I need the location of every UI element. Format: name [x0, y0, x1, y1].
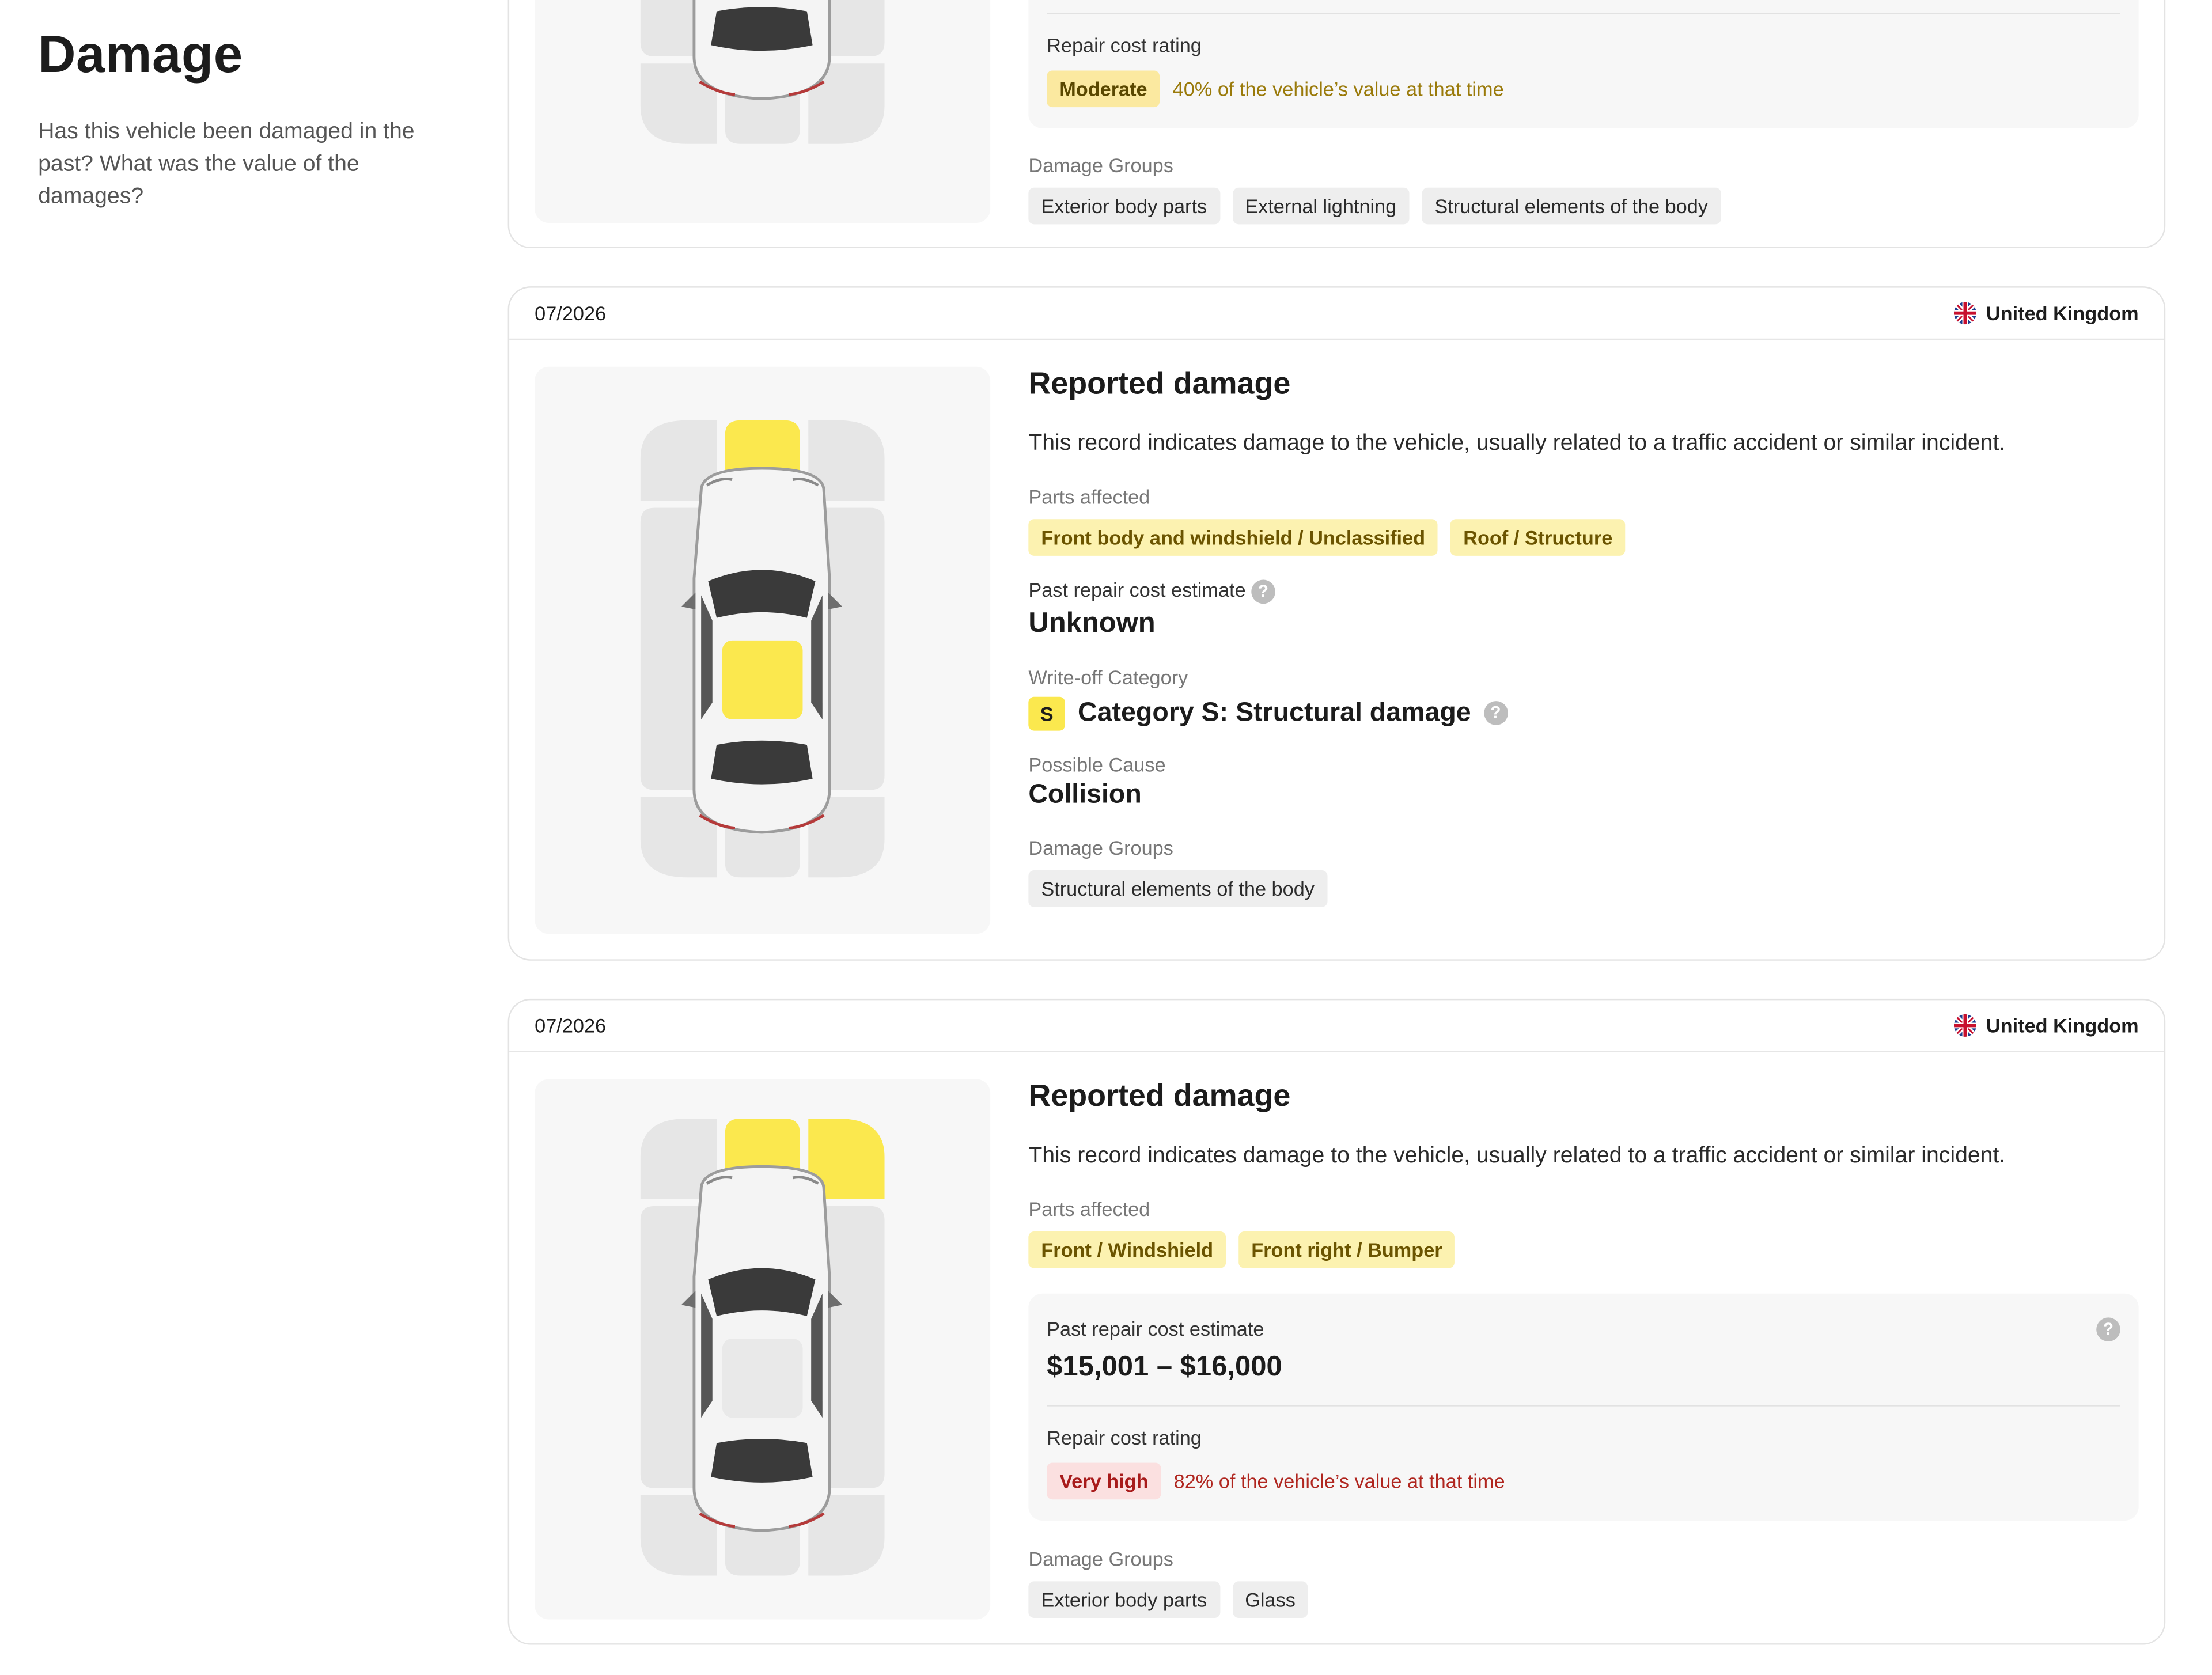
section-question: Has this vehicle been damaged in the past? What was the value of the damages?	[38, 120, 415, 209]
car-panel-roof-damaged	[722, 641, 803, 719]
repair-rating-text: 82% of the vehicle’s value at that time	[1173, 1469, 1505, 1493]
car-diagram	[535, 367, 990, 934]
damage-group-chip: Glass	[1232, 1581, 1308, 1618]
parts-affected-label: Parts affected	[1028, 1197, 1150, 1221]
country-name: United Kingdom	[1986, 302, 2139, 325]
car-top-view-icon	[535, 367, 990, 934]
repair-estimate-label-text: Past repair cost estimate	[1028, 578, 1246, 601]
damage-groups-list	[1028, 870, 2138, 907]
record-description: This record indicates damage to the vehicle, usually related to a traffic accident or similar incident.	[1028, 1144, 2006, 1168]
section-intro	[38, 25, 461, 213]
damage-group-chip: Exterior body parts	[1028, 1581, 1219, 1618]
car-roof	[722, 1339, 803, 1418]
record-description: This record indicates damage to the vehicle, usually related to a traffic accident or similar incident.	[1028, 431, 2006, 456]
writeoff-category-value: Category S: Structural damage	[1078, 698, 1471, 728]
part-chip: Front / Windshield	[1028, 1231, 1226, 1268]
repair-estimate-value: Unknown	[1028, 608, 1156, 639]
repair-rating-label: Repair cost rating	[1047, 1426, 1202, 1449]
parts-affected-label: Parts affected	[1028, 485, 1150, 508]
repair-rating-text: 40% of the vehicle’s value at that time	[1172, 77, 1504, 100]
record-country	[1954, 302, 2139, 324]
repair-rating-label: Repair cost rating	[1047, 33, 1202, 56]
card-header	[509, 288, 2164, 340]
question-mark-icon[interactable]: ?	[1484, 702, 1508, 726]
damage-record-card	[508, 999, 2166, 1645]
repair-estimate-label	[1028, 578, 2138, 604]
damage-group-chip: Structural elements of the body	[1028, 870, 1327, 907]
parts-affected-list	[1028, 1231, 2138, 1268]
part-chip: Front right / Bumper	[1238, 1231, 1455, 1268]
repair-estimate-value: $15,001 – $16,000	[1047, 1351, 1282, 1383]
question-mark-icon[interactable]: ?	[2096, 1317, 2120, 1341]
card-header	[509, 1000, 2164, 1052]
record-title: Reported damage	[1028, 1078, 1291, 1113]
question-mark-icon[interactable]: ?	[1251, 579, 1275, 604]
writeoff-label: Write-off Category	[1028, 665, 1188, 688]
record-title: Reported damage	[1028, 365, 1291, 401]
repair-cost-box	[1028, 0, 2138, 128]
damage-record-card	[508, 0, 2166, 248]
damage-group-chip: Structural elements of the body	[1422, 188, 1721, 225]
uk-flag-icon	[1954, 302, 1976, 324]
parts-affected-list	[1028, 519, 2138, 556]
car-diagram	[535, 0, 990, 223]
record-country	[1954, 1014, 2139, 1037]
damage-groups-label: Damage Groups	[1028, 1547, 1173, 1570]
repair-cost-box	[1028, 1294, 2138, 1521]
damage-groups-label: Damage Groups	[1028, 836, 1173, 859]
damage-group-chip: Exterior body parts	[1028, 188, 1219, 225]
cause-label: Possible Cause	[1028, 753, 1166, 776]
writeoff-category-badge: S	[1028, 696, 1065, 730]
part-chip: Roof / Structure	[1450, 519, 1625, 556]
country-name: United Kingdom	[1986, 1014, 2139, 1037]
damage-group-chip: External lightning	[1232, 188, 1409, 225]
section-title: Damage	[38, 25, 243, 84]
record-date: 07/2026	[535, 1014, 607, 1037]
car-top-view-icon	[535, 1079, 990, 1619]
repair-rating-badge: Moderate	[1047, 70, 1160, 107]
cause-value: Collision	[1028, 779, 1142, 810]
record-date: 07/2026	[535, 302, 607, 325]
part-chip: Front body and windshield / Unclassified	[1028, 519, 1438, 556]
car-diagram	[535, 1079, 990, 1619]
repair-estimate-label: Past repair cost estimate	[1047, 1317, 1264, 1340]
damage-groups-list	[1028, 188, 2138, 225]
damage-groups-label: Damage Groups	[1028, 153, 1173, 177]
uk-flag-icon	[1954, 1014, 1976, 1037]
car-top-view-icon	[535, 0, 990, 223]
damage-groups-list	[1028, 1581, 2138, 1618]
damage-record-card	[508, 286, 2166, 961]
repair-rating-badge: Very high	[1047, 1463, 1161, 1500]
